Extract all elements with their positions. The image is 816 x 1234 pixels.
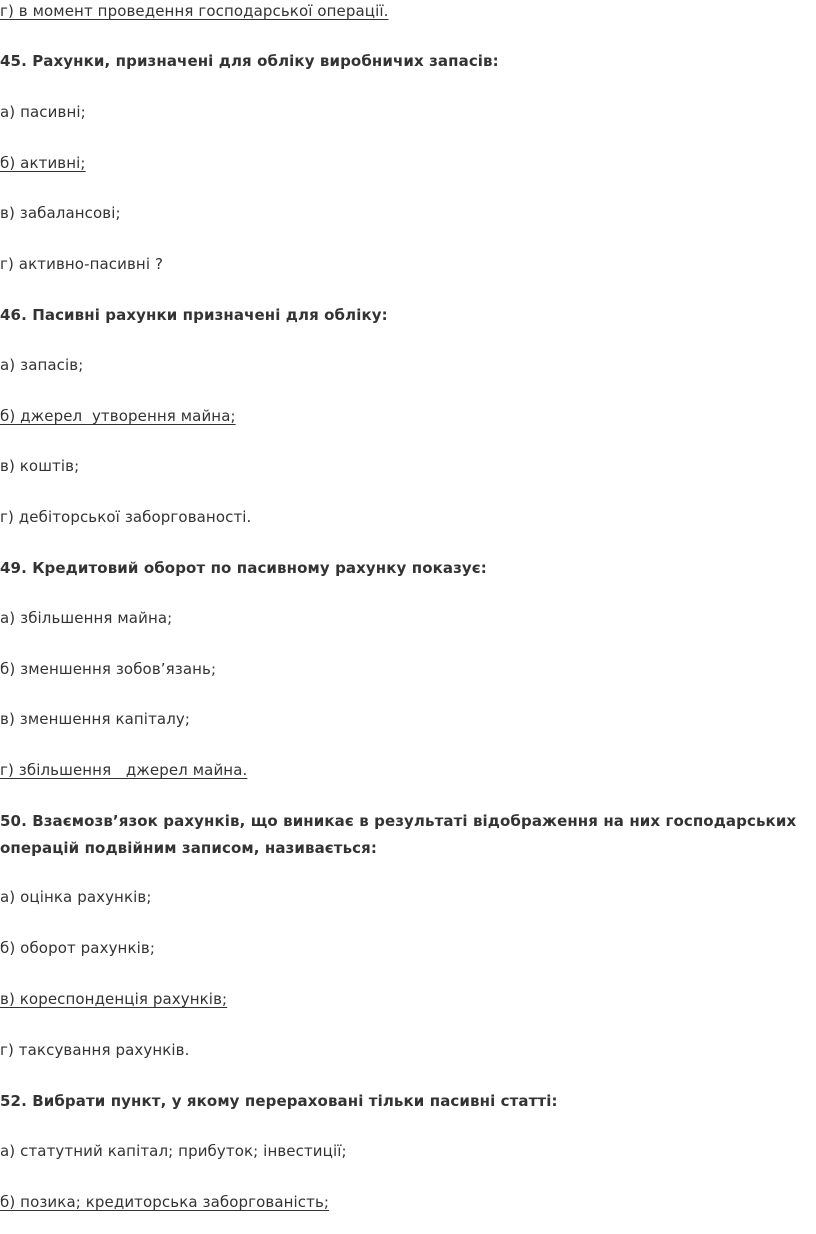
answer-text-prev-correct: г) в момент проведення господарської операції.: [0, 2, 389, 20]
question-title-52: 52. Вибрати пункт, у якому перераховані тільки пасивні статті:: [0, 1092, 558, 1110]
answer-option: а) статутний капітал; прибуток; інвестиції;: [0, 1142, 347, 1160]
question-title-45: 45. Рахунки, призначені для обліку виробничих запасів:: [0, 52, 499, 70]
answer-option: а) збільшення майна;: [0, 609, 173, 627]
answer-option: г) таксування рахунків.: [0, 1041, 190, 1059]
answer-option-correct: в) кореспонденція рахунків;: [0, 990, 228, 1008]
question-title-50-line2: операцій подвійним записом, називається:: [0, 839, 377, 857]
answer-option: б) зменшення зобов’язань;: [0, 660, 217, 678]
answer-option-correct: г) збільшення джерел майна.: [0, 761, 248, 779]
answer-option-correct: б) позика; кредиторська заборгованість;: [0, 1193, 330, 1211]
question-title-49: 49. Кредитовий оборот по пасивному рахунку показує:: [0, 559, 487, 577]
answer-option: г) дебіторської заборгованості.: [0, 508, 252, 526]
answer-option: а) пасивні;: [0, 103, 86, 121]
answer-option-correct: б) активні;: [0, 154, 86, 172]
question-title-50-line1: 50. Взаємозв’язок рахунків, що виникає в результаті відображення на них господарських: [0, 812, 797, 830]
answer-option: в) зменшення капіталу;: [0, 710, 191, 728]
question-title-46: 46. Пасивні рахунки призначені для обліку:: [0, 306, 388, 324]
answer-option-correct: б) джерел утворення майна;: [0, 407, 236, 425]
answer-option: а) запасів;: [0, 356, 84, 374]
answer-option: б) оборот рахунків;: [0, 939, 155, 957]
answer-option: а) оцінка рахунків;: [0, 888, 152, 906]
answer-option: г) активно-пасивні ?: [0, 255, 164, 273]
answer-option: в) забалансові;: [0, 204, 121, 222]
answer-option: в) коштів;: [0, 457, 80, 475]
